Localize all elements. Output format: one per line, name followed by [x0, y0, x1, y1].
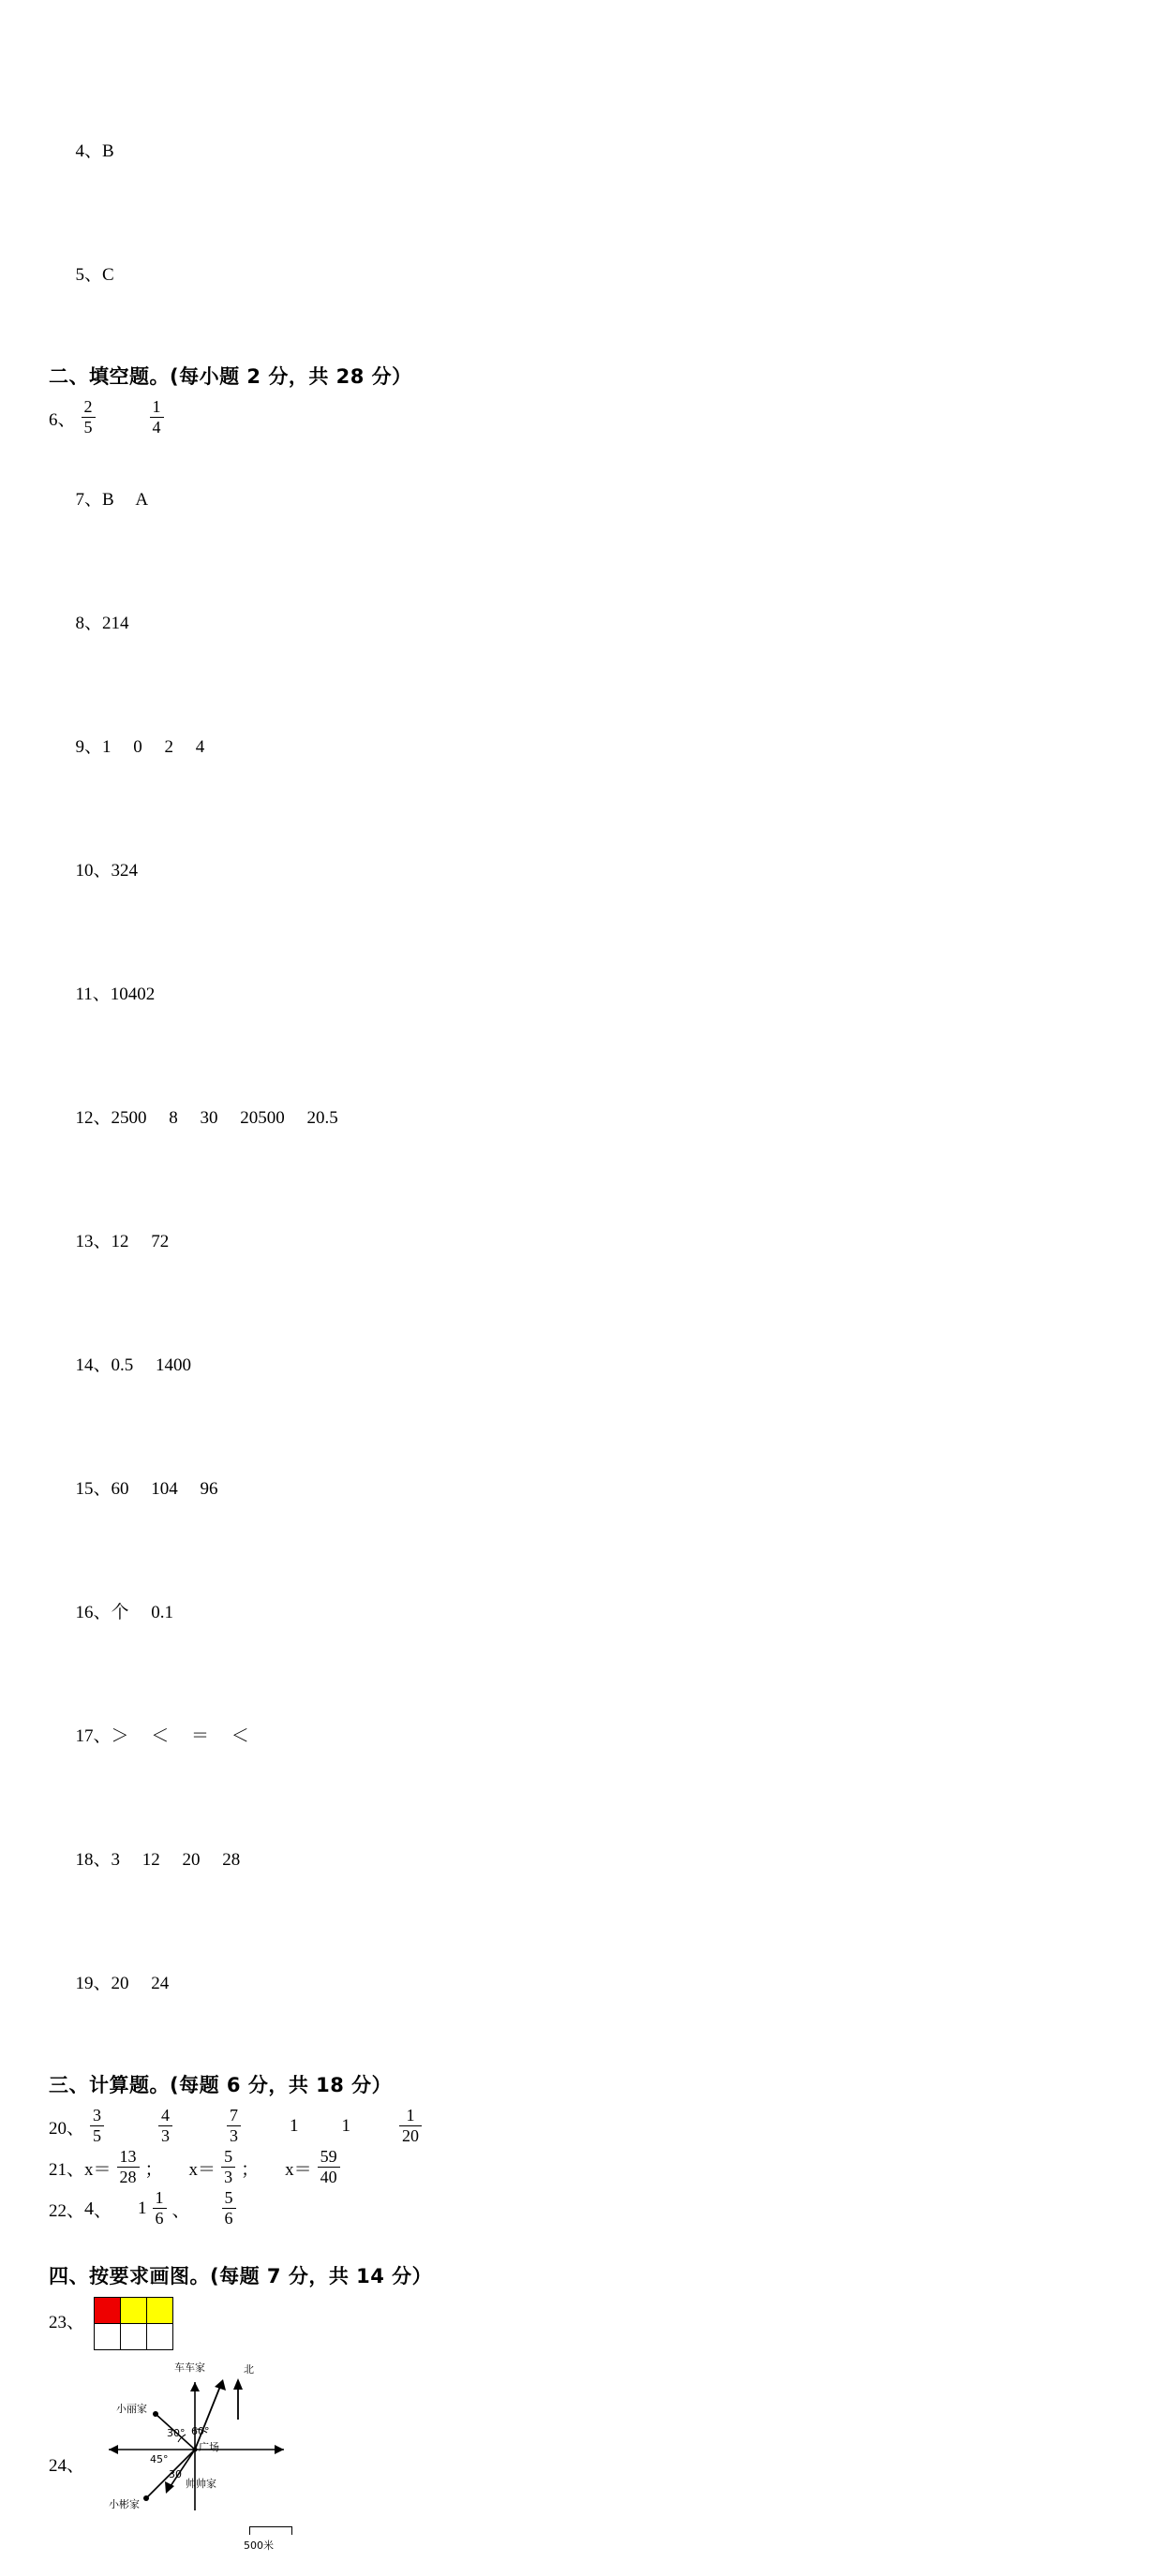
- answer-row-18: [49, 1799, 1080, 1922]
- answer-row-13: [49, 1180, 1080, 1304]
- fraction-2-5: [82, 397, 96, 436]
- section-heading-drawing: 四、按要求画图。(每题 7 分，共 14 分）: [49, 2265, 433, 2287]
- fraction-numerator: 7: [227, 2106, 241, 2125]
- color-grid: [94, 2297, 173, 2350]
- answer-15-text: 15、60 104 96: [75, 1479, 218, 1499]
- answer-row-10: [49, 809, 1080, 933]
- label-angle-30-lower: 30: [169, 2468, 182, 2480]
- fraction-denominator: 6: [155, 2208, 164, 2228]
- equation-3-prefix: x＝: [285, 2159, 312, 2180]
- equation-2-prefix: x＝: [188, 2159, 216, 2180]
- answer-14-text: 14、0.5 1400: [75, 1355, 192, 1375]
- label-angle-45: 45°: [150, 2453, 169, 2465]
- fraction-denominator: 5: [93, 2125, 102, 2145]
- answer-20-number: 20、: [49, 2118, 85, 2139]
- fraction-denominator: 5: [83, 417, 93, 437]
- answer-22-number: 22、: [49, 2200, 85, 2221]
- label-guangchang: 广场: [199, 2441, 219, 2453]
- answer-20-integer-2: 1: [341, 2116, 351, 2136]
- fraction-numerator: 1: [399, 2106, 422, 2125]
- answer-24-number: 24、: [49, 2455, 85, 2476]
- answer-20-integer-1: 1: [290, 2116, 299, 2136]
- section-heading-fill-in-blank: 二、填空题。(每小题 2 分，共 28 分）: [49, 365, 412, 388]
- answer-line-5: [49, 214, 1080, 337]
- answer-16-text: 16、个 0.1: [75, 1603, 174, 1622]
- section-heading-calculation: 三、计算题。(每题 6 分，共 18 分）: [49, 2074, 393, 2096]
- answer-row-22: [49, 2188, 1080, 2229]
- answer-11-text: 11、10402: [75, 985, 156, 1004]
- answer-22-value-1: 4: [84, 2198, 95, 2219]
- fraction-denominator: 3: [230, 2125, 239, 2145]
- answer-row-6: [49, 397, 1080, 438]
- answer-row-7: [49, 438, 1080, 562]
- answer-17-text: 17、＞ ＜ ＝ ＜: [75, 1726, 249, 1746]
- grid-cell-white-2: [121, 2324, 147, 2350]
- answer-12-text: 12、2500 8 30 20500 20.5: [75, 1108, 338, 1128]
- answer-line-4: [49, 90, 1080, 214]
- table-row: [95, 2324, 173, 2350]
- fraction-numerator: 59: [318, 2147, 340, 2167]
- answer-row-23: [49, 2297, 1080, 2350]
- answer-22-separator-2: 、: [171, 2200, 190, 2221]
- mixed-whole-part: 1: [138, 2198, 147, 2218]
- answer-13-text: 13、12 72: [75, 1232, 170, 1251]
- fraction-denominator: 3: [161, 2125, 171, 2145]
- answer-row-15: [49, 1428, 1080, 1551]
- answer-9-text: 9、1 0 2 4: [75, 737, 205, 757]
- fraction-denominator: 28: [119, 2167, 137, 2186]
- answer-row-24: [49, 2356, 1080, 2571]
- fraction-numerator: 1: [153, 2188, 167, 2208]
- fraction-numerator: 5: [222, 2188, 236, 2208]
- answer-row-9: [49, 686, 1080, 809]
- answer-8-text: 8、214: [75, 614, 129, 633]
- answer-7-text: 7、B A: [75, 490, 149, 510]
- answer-21-number: 21、: [49, 2159, 85, 2180]
- fraction-denominator: 20: [402, 2125, 420, 2145]
- answer-row-17: [49, 1675, 1080, 1799]
- grid-cell-yellow-1: [121, 2298, 147, 2324]
- fraction-13-28: [117, 2147, 140, 2185]
- answer-row-20: [49, 2106, 1080, 2147]
- answer-18-text: 18、3 12 20 28: [75, 1850, 241, 1870]
- fraction-denominator: 40: [320, 2167, 337, 2186]
- grid-cell-red: [95, 2298, 121, 2324]
- answer-row-16: [49, 1551, 1080, 1675]
- fraction-numerator: 4: [158, 2106, 172, 2125]
- fraction-numerator: 3: [90, 2106, 104, 2125]
- fraction-59-40: [318, 2147, 340, 2185]
- equation-separator-1: ；: [144, 2159, 163, 2180]
- answer-23-number: 23、: [49, 2313, 85, 2332]
- answer-5-text: 5、C: [75, 265, 114, 285]
- fraction-1-20: [399, 2106, 422, 2144]
- label-angle-60: 60°: [191, 2425, 210, 2437]
- grid-cell-white-3: [147, 2324, 173, 2350]
- answer-row-8: [49, 562, 1080, 686]
- fraction-numerator: 1: [150, 397, 164, 417]
- answer-row-19: [49, 1922, 1080, 2046]
- equation-separator-2: ；: [241, 2159, 260, 2180]
- answer-4-text: 4、B: [75, 141, 114, 161]
- answer-row-21: [49, 2147, 1080, 2188]
- answer-10-text: 10、324: [75, 861, 139, 881]
- answer-22-separator-1: 、: [94, 2200, 112, 2221]
- fraction-denominator: 3: [224, 2167, 233, 2186]
- scale-label: 500米: [244, 2539, 274, 2552]
- answer-row-11: [49, 933, 1080, 1057]
- fraction-numerator: 2: [82, 397, 96, 417]
- fraction-numerator: 5: [221, 2147, 235, 2167]
- label-xiaolijia: 小丽家: [116, 2403, 147, 2415]
- table-row: [95, 2298, 173, 2324]
- answer-6-number: 6、: [49, 409, 76, 430]
- mixed-fraction-part: [153, 2188, 167, 2227]
- scale-bar: [249, 2526, 292, 2535]
- direction-diagram: [101, 2356, 345, 2571]
- fraction-denominator: 6: [224, 2208, 233, 2228]
- answer-row-14: [49, 1304, 1080, 1428]
- grid-cell-white-1: [95, 2324, 121, 2350]
- fraction-5-3: [221, 2147, 235, 2185]
- answer-row-12: [49, 1057, 1080, 1180]
- label-chechejia: 车车家: [174, 2361, 205, 2374]
- page-content: [49, 90, 1080, 2571]
- fraction-4-3: [158, 2106, 172, 2144]
- mixed-number-1-1-6: [138, 2189, 172, 2228]
- fraction-3-5: [90, 2106, 104, 2144]
- fraction-denominator: 4: [152, 417, 161, 437]
- direction-diagram-svg: [101, 2356, 345, 2571]
- label-angle-30-upper: 30°: [167, 2427, 186, 2439]
- label-xiaobinjia: 小彬家: [109, 2498, 140, 2510]
- label-north: 北: [244, 2363, 254, 2376]
- fraction-7-3: [227, 2106, 241, 2144]
- fraction-5-6: [222, 2188, 236, 2227]
- equation-1-prefix: x＝: [84, 2159, 112, 2180]
- fraction-numerator: 13: [117, 2147, 140, 2167]
- label-shuaishuaijia: 帅帅家: [186, 2478, 216, 2490]
- answer-19-text: 19、20 24: [75, 1974, 170, 1993]
- fraction-1-4: [150, 397, 164, 436]
- grid-cell-yellow-2: [147, 2298, 173, 2324]
